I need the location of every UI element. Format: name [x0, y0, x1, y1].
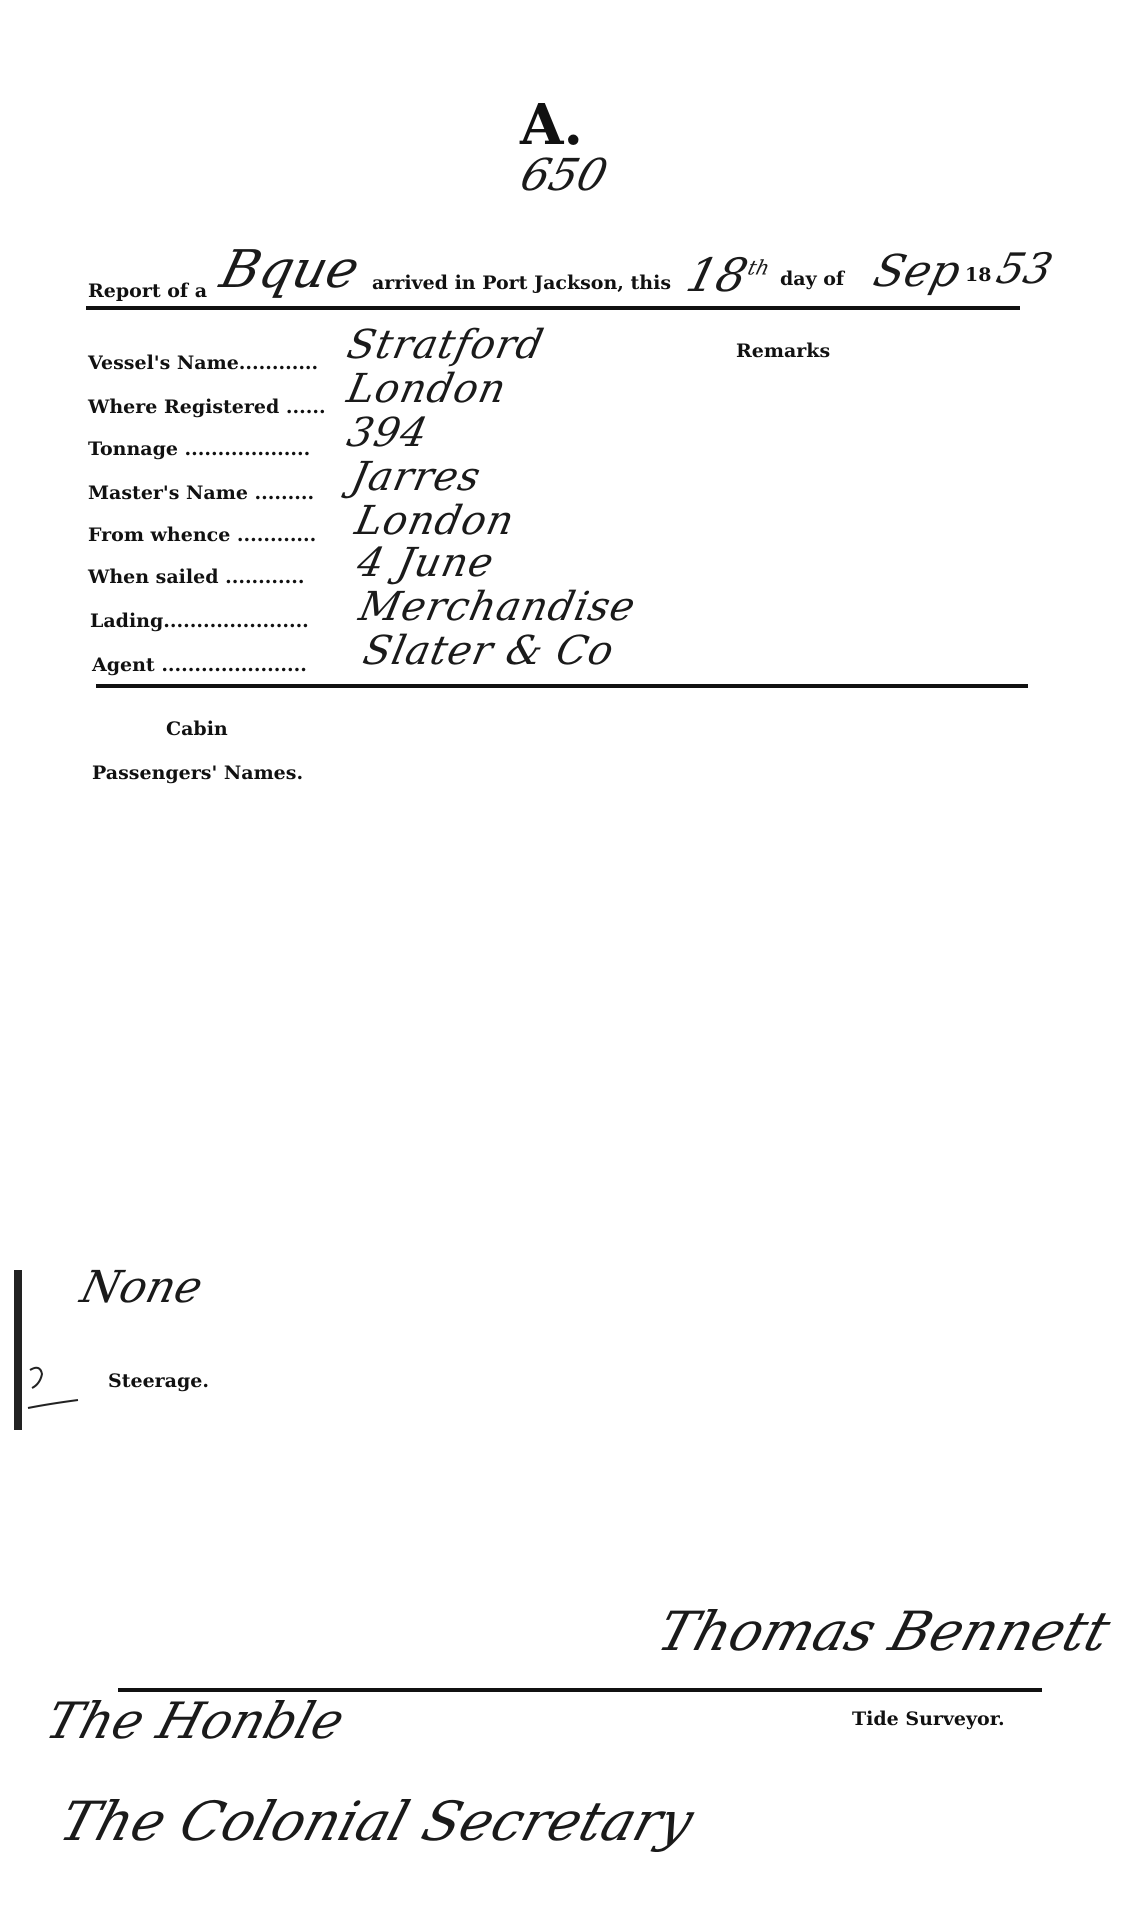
- field-label-when-sailed: When sailed ............: [88, 566, 305, 588]
- remarks-label: Remarks: [736, 340, 831, 362]
- form-number: 650: [515, 150, 613, 201]
- field-value-from-whence: London: [351, 498, 519, 544]
- field-value-master-name: Jarres: [347, 454, 486, 500]
- fields-bottom-rule: [96, 684, 1028, 688]
- field-value-vessel-name: Stratford: [343, 322, 549, 368]
- arrived-text: arrived in Port Jackson, this: [372, 272, 672, 294]
- field-value-agent: Slater & Co: [359, 628, 619, 674]
- field-label-vessel-name: Vessel's Name............: [88, 352, 319, 374]
- arrival-day: 18th: [681, 248, 773, 302]
- arrival-month: Sep: [868, 246, 966, 297]
- steerage-label: Steerage.: [108, 1370, 209, 1392]
- surveyor-signature: Thomas Bennett: [650, 1600, 1118, 1663]
- passengers-names-label: Passengers' Names.: [92, 762, 304, 784]
- signature-title: Tide Surveyor.: [852, 1708, 1005, 1730]
- field-label-from-whence: From whence ............: [88, 524, 317, 546]
- field-label-where-registered: Where Registered ......: [88, 396, 326, 418]
- passengers-none-note: None: [75, 1262, 208, 1313]
- field-label-agent: Agent ......................: [92, 654, 307, 676]
- report-prefix: Report of a: [88, 280, 208, 302]
- field-label-lading: Lading......................: [90, 610, 309, 632]
- margin-scribble: [24, 1360, 94, 1420]
- margin-binding-mark: [14, 1270, 22, 1430]
- addressee-line-1: The Honble: [39, 1692, 351, 1750]
- addressee-line-2: The Colonial Secretary: [52, 1790, 701, 1853]
- vessel-type: Bque: [214, 240, 366, 300]
- form-letter: A.: [520, 92, 583, 158]
- field-value-where-registered: London: [343, 366, 511, 412]
- top-rule: [86, 306, 1020, 310]
- year-century: 18: [965, 264, 992, 286]
- field-label-master-name: Master's Name .........: [88, 482, 315, 504]
- field-label-tonnage: Tonnage ...................: [88, 438, 311, 460]
- day-of-text: day of: [780, 268, 845, 290]
- field-value-when-sailed: 4 June: [353, 540, 499, 586]
- field-value-tonnage: 394: [343, 410, 433, 456]
- cabin-label: Cabin: [166, 718, 228, 740]
- arrival-year: 53: [991, 244, 1058, 293]
- field-value-lading: Merchandise: [355, 584, 641, 630]
